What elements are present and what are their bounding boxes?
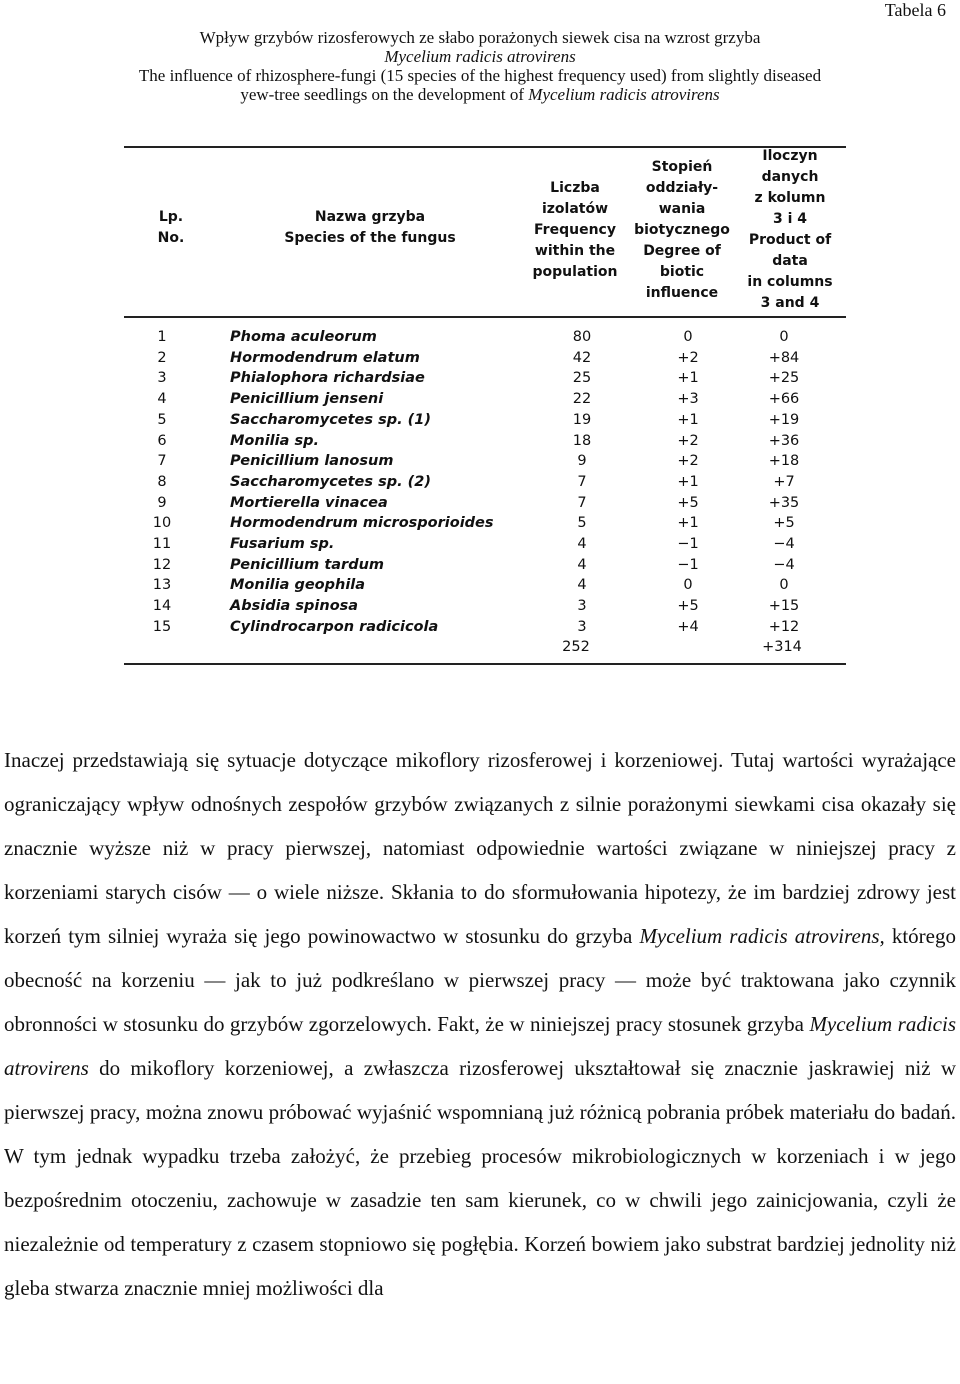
- row-product: +7: [773, 473, 795, 490]
- row-degree: +2: [677, 453, 699, 470]
- row-degree: +4: [677, 618, 699, 635]
- row-frequency: 7: [577, 473, 587, 490]
- row-number: 13: [152, 577, 172, 594]
- row-species-name: Fusarium sp.: [230, 536, 335, 552]
- row-number: 4: [157, 391, 167, 408]
- row-number: 3: [157, 370, 167, 387]
- row-degree: +5: [677, 598, 699, 615]
- row-number: 2: [157, 349, 167, 366]
- row-species-name: Penicillium jenseni: [230, 391, 384, 408]
- row-species-name: Saccharomycetes sp. (1): [230, 411, 431, 428]
- row-species-name: Hormodendrum microsporioides: [230, 515, 494, 532]
- row-degree: 0: [683, 577, 693, 594]
- header-product-line: in columns: [747, 274, 833, 290]
- caption-english-end-text: yew-tree seedlings on the development of: [240, 85, 529, 104]
- header-degree-line: biotic: [659, 264, 705, 280]
- row-product: +84: [768, 349, 800, 366]
- header-degree-line: biotycznego: [634, 222, 730, 238]
- row-degree: +2: [677, 432, 699, 449]
- header-product-line: data: [772, 253, 808, 269]
- row-species-name: Penicillium tardum: [230, 556, 384, 573]
- header-lp-line: No.: [157, 230, 185, 246]
- header-degree-line: Degree of: [643, 243, 721, 259]
- row-product: +36: [768, 432, 800, 449]
- header-degree-line: Stopień: [651, 159, 713, 175]
- header-frequency: [520, 178, 630, 283]
- header-species: [270, 207, 470, 249]
- total-product: +314: [762, 639, 802, 655]
- row-species-name: Phialophora richardsiae: [230, 370, 425, 387]
- row-frequency: 3: [577, 598, 587, 615]
- row-product: +35: [768, 494, 800, 511]
- species-name-italic: Mycelium radicis atrovirens: [4, 1012, 956, 1080]
- header-product-line: 3 i 4: [772, 211, 808, 227]
- row-number: 12: [152, 556, 172, 573]
- row-product: +25: [768, 370, 800, 387]
- row-species-name: Penicillium lanosum: [230, 453, 394, 470]
- row-number: 15: [152, 618, 172, 635]
- row-product: +19: [768, 411, 800, 428]
- row-species-name: Monilia geophila: [230, 577, 366, 594]
- row-number: 7: [157, 453, 167, 470]
- row-frequency: 4: [577, 577, 587, 594]
- row-frequency: 4: [577, 536, 587, 552]
- row-frequency: 7: [577, 494, 587, 511]
- row-number: 8: [157, 473, 167, 490]
- row-degree: +1: [677, 515, 699, 532]
- row-product: +15: [768, 598, 800, 615]
- row-number: 10: [152, 515, 172, 532]
- header-species-line: Nazwa grzyba: [314, 209, 426, 225]
- table-bottom-rule: [124, 663, 846, 665]
- paragraph-segment: którego obecność na korzeniu — jak to już podkreślano w pierwszej pracy — może być traktowana jako czynnik obronności w stosunku do grzybów zgorzelowych. Fakt, że w niniejszej pracy stosunek grzyba: [4, 924, 956, 1036]
- table-number-label: Tabela 6: [884, 0, 946, 20]
- row-degree: +1: [677, 473, 699, 490]
- header-degree: [626, 157, 738, 304]
- total-frequency: 252: [562, 639, 590, 655]
- row-degree: +3: [677, 391, 699, 408]
- caption-polish: Wpływ grzybów rizosferowych ze słabo porażonych siewek cisa na wzrost grzyba: [199, 28, 761, 47]
- row-frequency: 25: [572, 370, 592, 387]
- header-product-line: danych: [761, 169, 819, 185]
- row-frequency: 18: [572, 432, 592, 449]
- header-bottom-rule: [124, 316, 846, 318]
- paragraph-segment: Inaczej przedstawiają się sytuacje dotyczące mikoflory rizosferowej i korzeniowej. Tutaj wartości wyrażające ograniczający wpływ odnośnych zespołów grzybów związanych z silnie porażonymi siewkami cisa okazały się znacznie wyższe niż w pracy pierwszej, natomiast odpowiednie wartości związane w niniejszej pracy z korzeniami starych cisów — o wiele niższe. Skłania to do sformułowania hipotezy, że im bardziej zdrowy jest korzeń tym silniej wyraża się jego powinowactwo w stosunku do grzyba: [4, 748, 956, 948]
- row-degree: +5: [677, 494, 699, 511]
- header-degree-line: influence: [645, 285, 719, 301]
- paragraph-segment: do mikoflory korzeniowej, a zwłaszcza rizosferowej ukształtował się znacznie jaskrawiej niż w pierwszej pracy, można znowu próbować wyjaśnić wspomnianą już różnicą pobrania próbek materiału do badań. W tym jednak wypadku trzeba założyć, że przebieg procesów mikrobiologicznych w korzeniach i w jego bezpośrednim otoczeniu, zachowuje w zasadzie ten sam kierunek, co w chwili jego zainicjowania, czyli że niezależnie od temperatury z czasem stopniowo się pogłębia. Korzeń bowiem jako substrat bardziej jednolity niż gleba stwarza znacznie mniej możliwości dla: [4, 1056, 956, 1300]
- header-frequency-line: within the: [534, 243, 616, 259]
- header-frequency-line: Liczba: [550, 180, 600, 196]
- row-species-name: Saccharomycetes sp. (2): [230, 473, 431, 490]
- row-degree: 0: [683, 329, 693, 345]
- header-product-line: Iloczyn: [762, 148, 818, 164]
- row-number: 11: [152, 536, 172, 552]
- row-species-name: Absidia spinosa: [230, 598, 359, 615]
- header-lp-line: Lp.: [158, 209, 184, 225]
- row-product: +12: [768, 618, 800, 635]
- header-product-line: Product of: [748, 232, 832, 248]
- header-product: [740, 146, 840, 314]
- row-species-name: Mortierella vinacea: [230, 494, 388, 511]
- header-frequency-line: izolatów: [541, 201, 609, 217]
- row-degree: −1: [677, 556, 699, 573]
- row-product: +5: [773, 515, 795, 532]
- row-frequency: 19: [572, 411, 592, 428]
- header-frequency-line: Frequency: [534, 222, 616, 238]
- row-number: 9: [157, 494, 167, 511]
- row-species-name: Hormodendrum elatum: [230, 349, 420, 366]
- row-degree: +1: [677, 370, 699, 387]
- caption-species-english: Mycelium radicis atrovirens: [528, 85, 720, 104]
- row-number: 14: [152, 598, 172, 615]
- row-product: −4: [773, 556, 795, 573]
- row-number: 6: [157, 432, 167, 449]
- row-frequency: 22: [572, 391, 592, 408]
- row-frequency: 5: [577, 515, 587, 532]
- row-frequency: 42: [572, 349, 592, 366]
- row-species-name: Cylindrocarpon radicicola: [230, 618, 439, 635]
- row-degree: −1: [677, 536, 699, 552]
- header-degree-line: oddziały-: [645, 180, 719, 196]
- row-degree: +1: [677, 411, 699, 428]
- row-product: 0: [779, 329, 789, 345]
- row-product: −4: [773, 536, 795, 552]
- header-frequency-line: population: [532, 264, 618, 280]
- header-product-line: 3 and 4: [760, 295, 820, 311]
- header-lp: [136, 207, 206, 249]
- row-species-name: Phoma aculeorum: [230, 329, 377, 345]
- row-number: 1: [157, 329, 167, 345]
- body-paragraph: [4, 738, 956, 1310]
- species-name-italic: Mycelium radicis atrovirens,: [639, 924, 885, 948]
- header-product-line: z kolumn: [754, 190, 826, 206]
- row-product: 0: [779, 577, 789, 594]
- caption-species-polish: Mycelium radicis atrovirens: [384, 47, 576, 66]
- row-degree: +2: [677, 349, 699, 366]
- row-frequency: 4: [577, 556, 587, 573]
- paragraph-text: [4, 738, 956, 1310]
- header-species-line: Species of the fungus: [284, 230, 456, 246]
- table-top-rule: [124, 146, 846, 148]
- row-frequency: 3: [577, 618, 587, 635]
- row-species-name: Monilia sp.: [230, 432, 319, 449]
- caption-english: The influence of rhizosphere-fungi (15 species of the highest frequency used) from slightly diseased: [138, 66, 822, 85]
- row-number: 5: [157, 411, 167, 428]
- row-product: +66: [768, 391, 800, 408]
- row-frequency: 80: [572, 329, 592, 345]
- row-frequency: 9: [577, 453, 587, 470]
- row-product: +18: [768, 453, 800, 470]
- header-degree-line: wania: [658, 201, 706, 217]
